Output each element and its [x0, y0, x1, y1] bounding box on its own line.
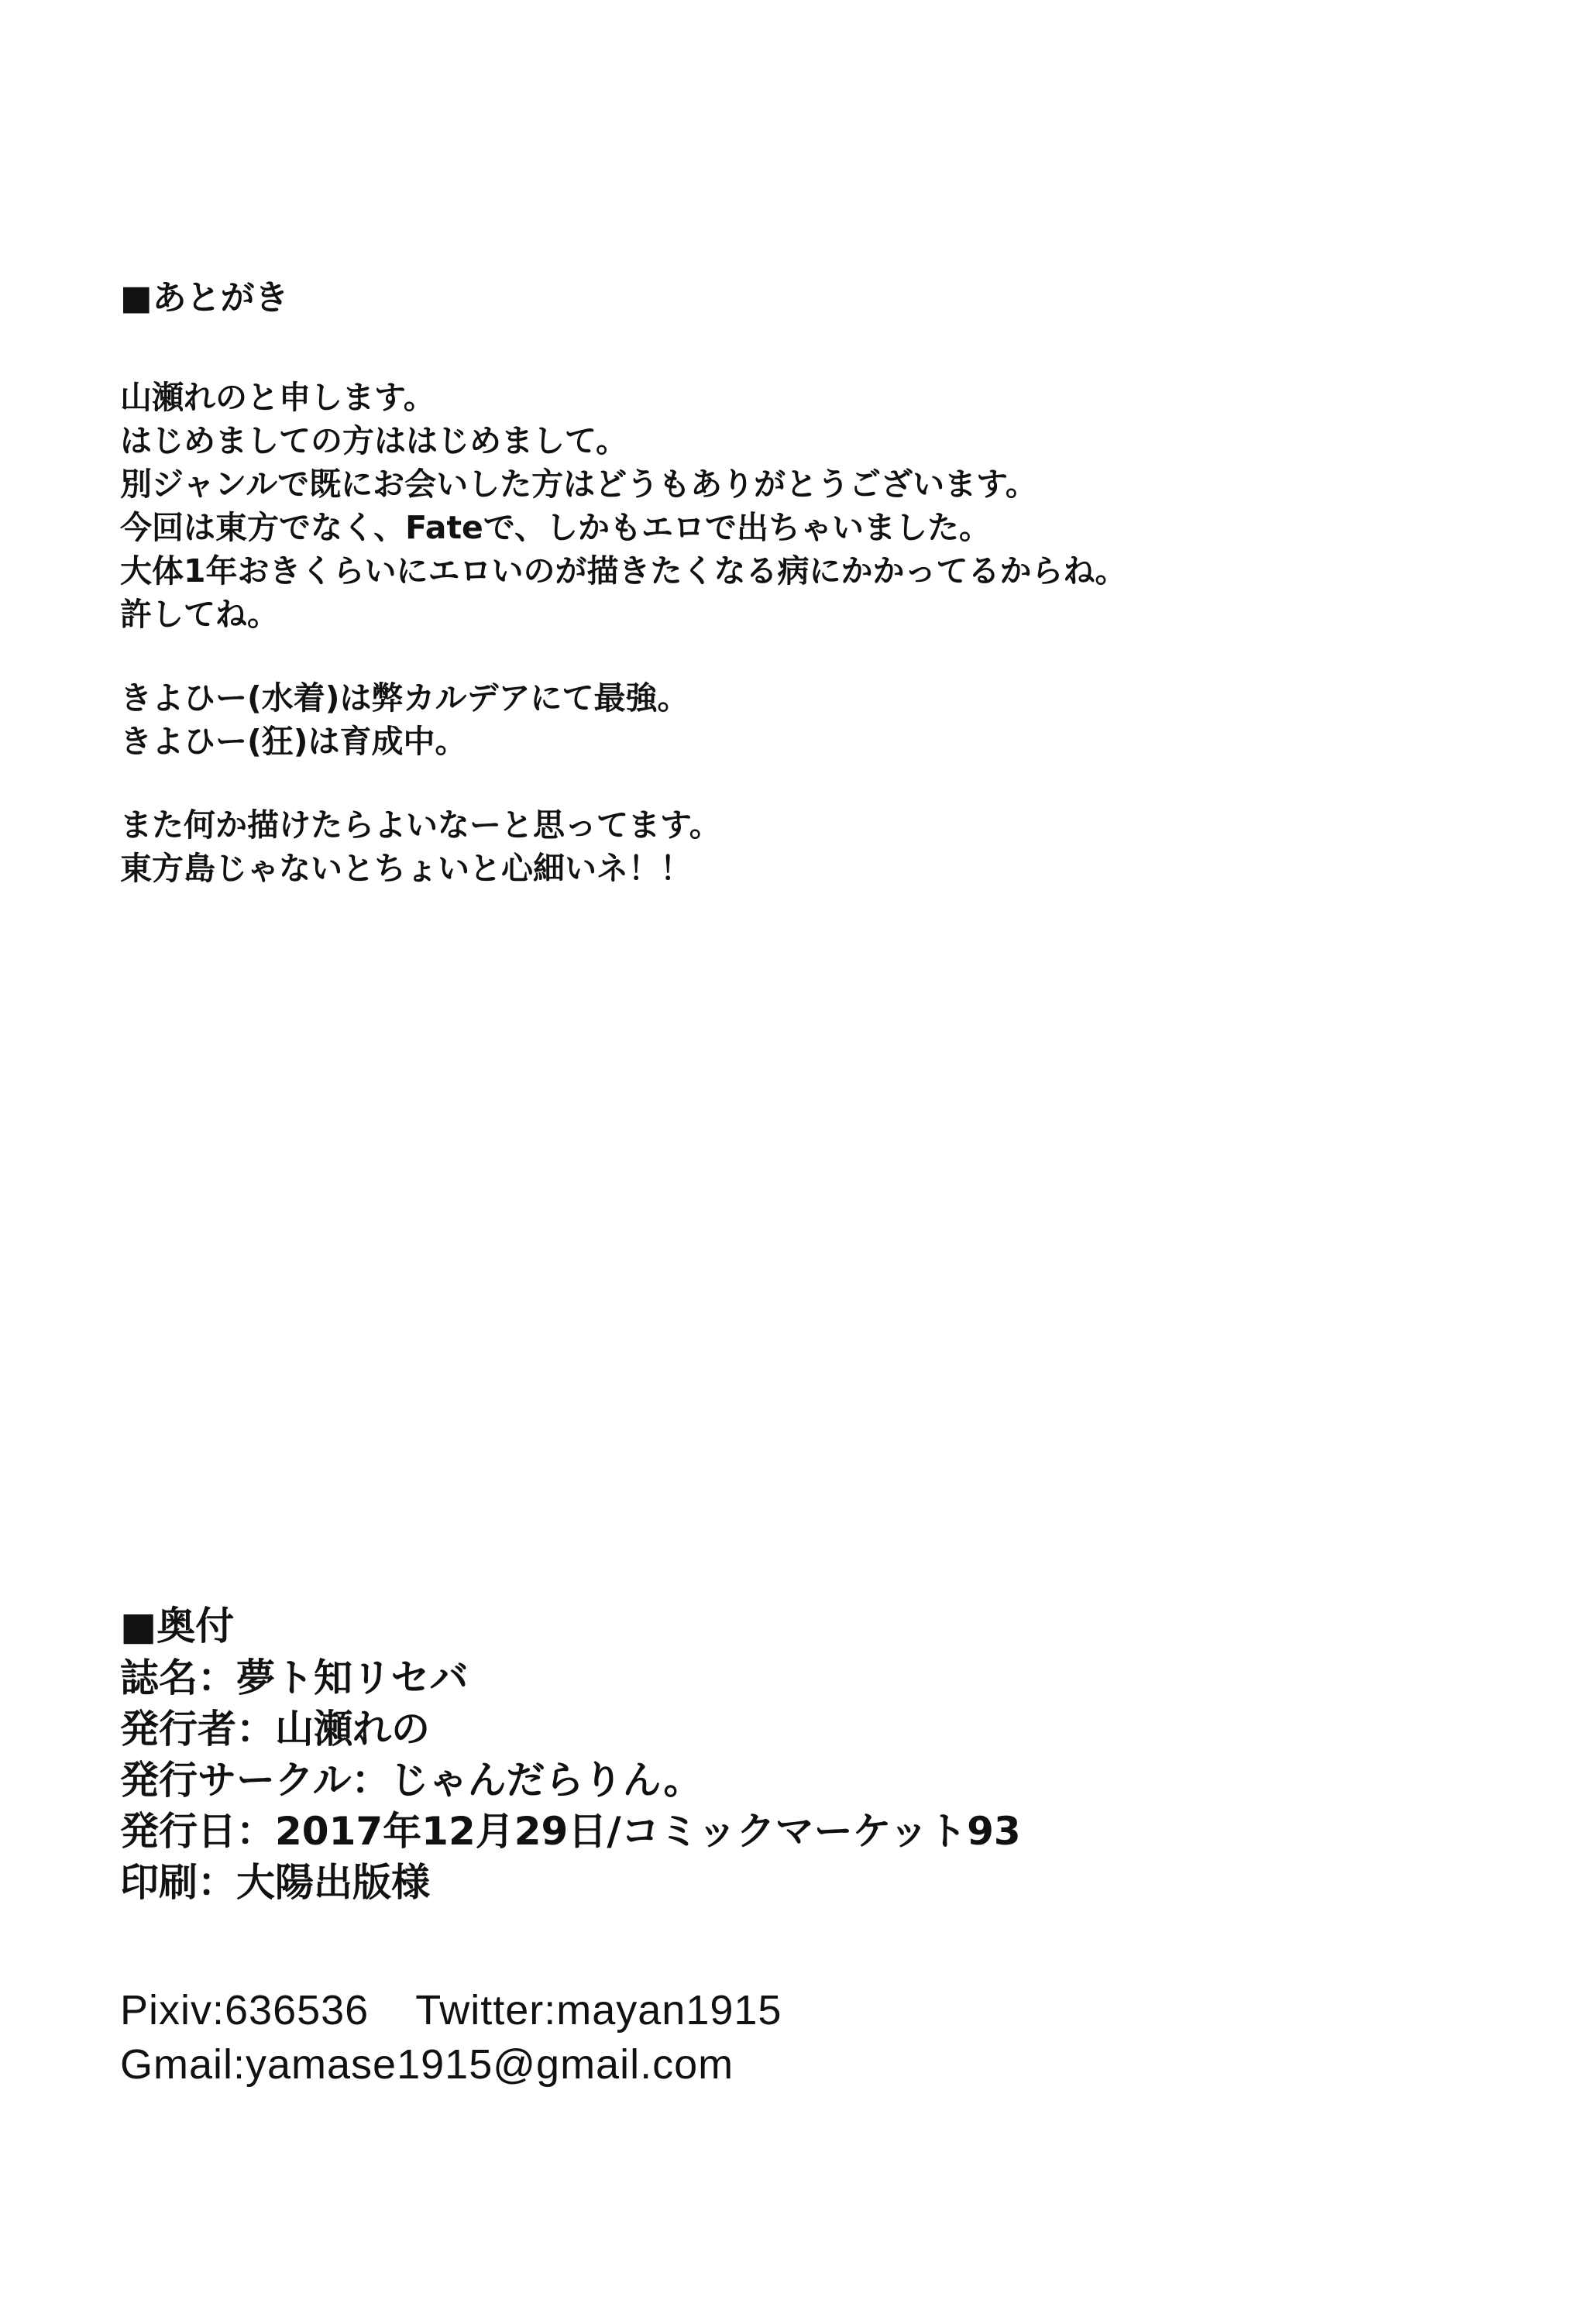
afterword-paragraph-intro: [120, 376, 1483, 636]
colophon-heading: ■奥付: [120, 1604, 235, 1648]
afterword-line: 山瀬れのと申します。: [120, 379, 435, 416]
colophon-printer-row: 印刷：大陽出版様: [120, 1860, 430, 1905]
afterword-line: きよひー(水着)は弊カルデアにて最強。: [120, 679, 689, 717]
contact-social-row: [120, 1983, 1483, 2037]
contact-email-row: [120, 2037, 1483, 2092]
pixiv-id: Pixiv:636536: [120, 1987, 370, 2033]
afterword-line: 今回は東方でなく、Fateで、しかもエロで出ちゃいました。: [120, 509, 992, 546]
afterword-line: 別ジャンルで既にお会いした方はどうもありがとうございます。: [120, 466, 1037, 503]
colophon-circle-row: 発行サークル：じゃんだらりん。: [120, 1758, 703, 1803]
colophon-section: [120, 1600, 1483, 1908]
colophon-title-row: 誌名：夢ト知リセバ: [120, 1655, 469, 1700]
gmail-address: Gmail:yamase1915@gmail.com: [120, 2041, 734, 2088]
afterword-section: [120, 275, 1483, 930]
colophon-date-row: 発行日：2017年12月29日/コミックマーケット93: [120, 1809, 1021, 1854]
afterword-line: 大体1年おきくらいにエロいのが描きたくなる病にかかってるからね。: [120, 552, 1127, 590]
afterword-line: また何か描けたらよいなーと思ってます。: [120, 806, 721, 844]
afterword-paragraph-closing: [120, 803, 1483, 890]
colophon-publisher-row: 発行者：山瀬れの: [120, 1707, 430, 1752]
afterword-paragraph-kiyohime: [120, 676, 1483, 763]
contact-section: [120, 1983, 1483, 2092]
afterword-line: 許してね。: [120, 596, 279, 633]
afterword-line: はじめましての方ははじめまして。: [120, 422, 628, 459]
afterword-line: きよひー(狂)は育成中。: [120, 723, 467, 760]
afterword-line: 東方島じゃないとちょいと心細いネ！！: [120, 850, 692, 887]
twitter-handle: Twitter:mayan1915: [415, 1987, 782, 2033]
afterword-heading: ■あとがき: [120, 278, 289, 318]
